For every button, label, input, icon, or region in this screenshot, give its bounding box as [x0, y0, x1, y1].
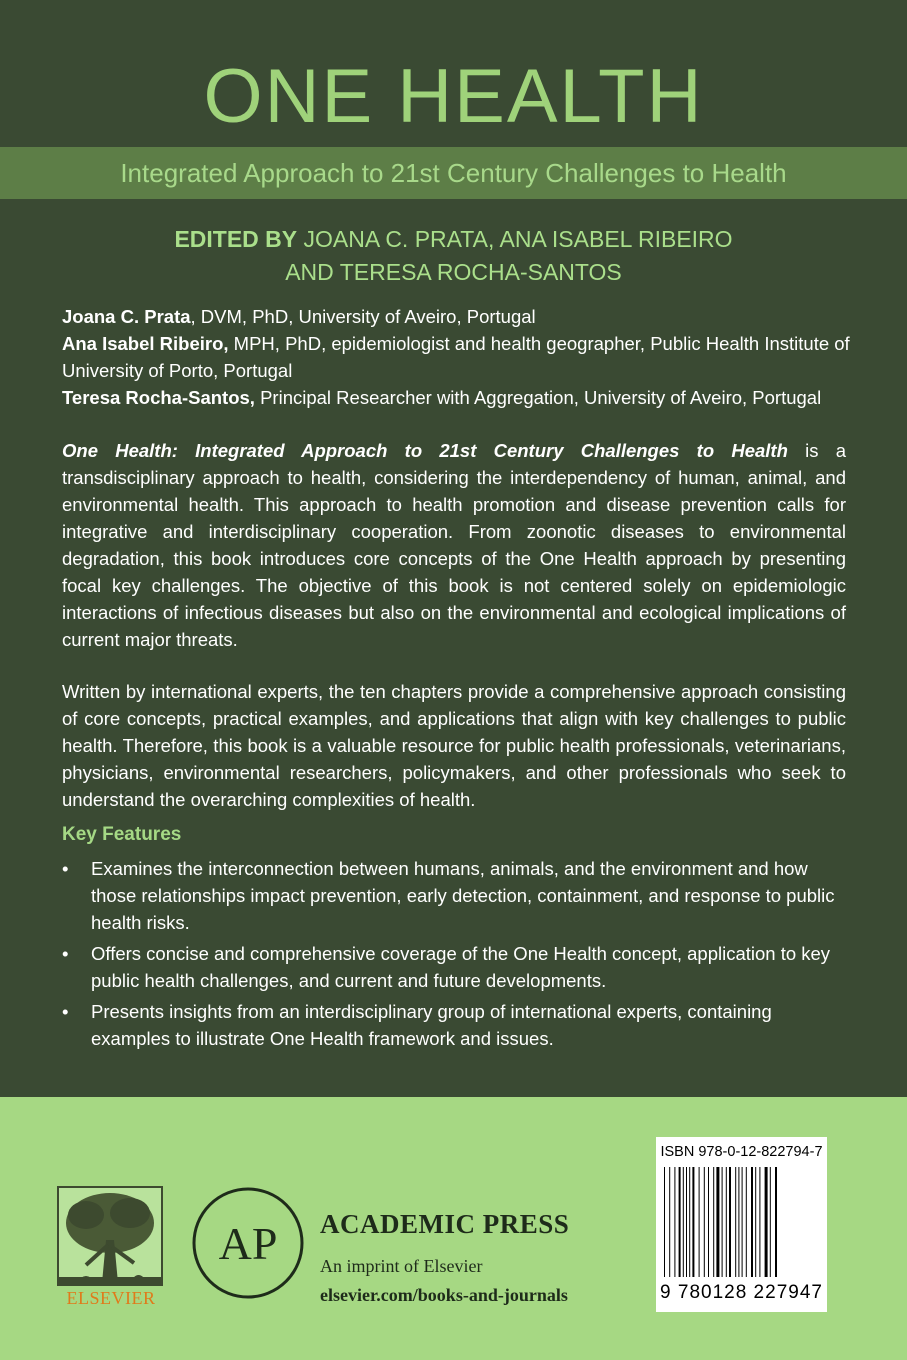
barcode-bar: [735, 1167, 736, 1277]
barcode-bar: [755, 1167, 756, 1277]
description-paragraph-1: [62, 437, 846, 653]
editor-affiliations: [62, 303, 852, 411]
subtitle-band: [0, 147, 907, 199]
barcode-bar: [664, 1167, 665, 1277]
list-item: [62, 940, 842, 994]
description-text-1: is a transdisciplinary approach to health, considering the interdependency of human, animal, and environmental health. This approach to health promotion and disease prevention calls for integrative and interdisciplinary cooperation. From zoonotic diseases to environmental degradation, this book introduces core concepts of the One Health approach by presenting focal key challenges. The objective of this book is not centered solely on epidemiologic interactions of infectious diseases but also on the environmental and ecological implications of current major threats.: [62, 440, 846, 650]
isbn-label: ISBN 978-0-12-822794-7: [660, 1144, 823, 1160]
edited-by-label: EDITED BY: [174, 226, 298, 252]
affiliation-name: Joana C. Prata: [62, 306, 191, 327]
barcode-bar: [726, 1167, 727, 1277]
barcode-bar: [716, 1167, 719, 1277]
imprint-name: ACADEMIC PRESS: [320, 1209, 570, 1239]
key-feature-text: Examines the interconnection between humans, animals, and the environment and how those relationships impact prevention, early detection, containment, and response to public health risks.: [91, 858, 835, 933]
barcode-bar: [770, 1167, 771, 1277]
barcode-bar: [713, 1167, 714, 1277]
bullet-icon: •: [62, 943, 69, 964]
editors-names-1: JOANA C. PRATA, ANA ISABEL RIBEIRO: [303, 226, 733, 252]
barcode-bar: [775, 1167, 777, 1277]
elsevier-tree-logo-icon: [56, 1185, 164, 1305]
description-book-title: One Health: Integrated Approach to 21st Century Challenges to Health: [62, 440, 788, 461]
affiliation-name: Ana Isabel Ribeiro,: [62, 333, 229, 354]
barcode-bar: [683, 1167, 684, 1277]
affiliation-item: [62, 384, 852, 411]
barcode-bar: [692, 1167, 694, 1277]
book-title: ONE HEALTH: [203, 54, 704, 139]
imprint-note: An imprint of Elsevier: [320, 1256, 483, 1276]
description-paragraph-2: Written by international experts, the ten chapters provide a comprehensive approach consisting of core concepts, practical examples, and applications that align with key challenges to public health. Therefore, this book is a valuable resource for public health professionals, veterinarians, physicians, environmental researchers, policymakers, and other professionals who seek to understand the overarching complexities of health.: [62, 681, 846, 810]
barcode-bar: [765, 1167, 768, 1277]
barcode-bar: [759, 1167, 760, 1277]
barcode-bar: [729, 1167, 731, 1277]
editors-line-2: AND TERESA ROCHA-SANTOS: [285, 259, 622, 285]
barcode-bar: [674, 1167, 675, 1277]
book-subtitle: Integrated Approach to 21st Century Challenges to Health: [120, 158, 787, 188]
affiliation-detail: Principal Researcher with Aggregation, University of Aveiro, Portugal: [254, 387, 822, 408]
bullet-icon: •: [62, 858, 69, 879]
barcode-bar: [722, 1167, 723, 1277]
ap-monogram: AP: [218, 1218, 278, 1269]
book-description: [62, 437, 846, 838]
affiliation-item: [62, 303, 852, 330]
barcode-bar: [704, 1167, 705, 1277]
affiliation-detail: MPH, PhD, epidemiologist and health geographer, Public Health Institute of University of Porto, Portugal: [62, 333, 850, 381]
academic-press-logo-icon: [190, 1185, 306, 1301]
barcode-bar: [738, 1167, 739, 1277]
bullet-icon: •: [62, 1001, 69, 1022]
key-feature-text: Offers concise and comprehensive coverage of the One Health concept, application to key public health challenges, and current and future developments.: [91, 943, 831, 991]
barcode-bar: [742, 1167, 743, 1277]
list-item: [62, 998, 842, 1052]
affiliation-name: Teresa Rocha-Santos,: [62, 387, 255, 408]
editors-line-1: [0, 223, 907, 256]
list-item: [62, 855, 842, 936]
key-features-heading: Key Features: [62, 824, 182, 845]
barcode-bar: [708, 1167, 709, 1277]
barcode-bar: [746, 1167, 747, 1277]
elsevier-wordmark: ELSEVIER: [66, 1288, 156, 1308]
barcode-bar: [686, 1167, 687, 1277]
affiliation-item: [62, 330, 852, 384]
key-features-list: [62, 855, 842, 1056]
key-feature-text: Presents insights from an interdisciplinary group of international experts, containing examples to illustrate One Health framework and issues.: [91, 1001, 772, 1049]
barcode-bar: [751, 1167, 753, 1277]
editors-block: [0, 223, 907, 289]
barcode-bar: [679, 1167, 681, 1277]
barcode-digits: 9 780128 227947: [660, 1282, 823, 1303]
affiliation-detail: , DVM, PhD, University of Aveiro, Portugal: [190, 306, 536, 327]
publisher-url: elsevier.com/books-and-journals: [320, 1285, 568, 1305]
barcode-bar: [689, 1167, 690, 1277]
isbn-barcode: [656, 1137, 827, 1312]
barcode-bar: [669, 1167, 670, 1277]
barcode-bar: [699, 1167, 700, 1277]
barcode-icon: [662, 1167, 822, 1277]
